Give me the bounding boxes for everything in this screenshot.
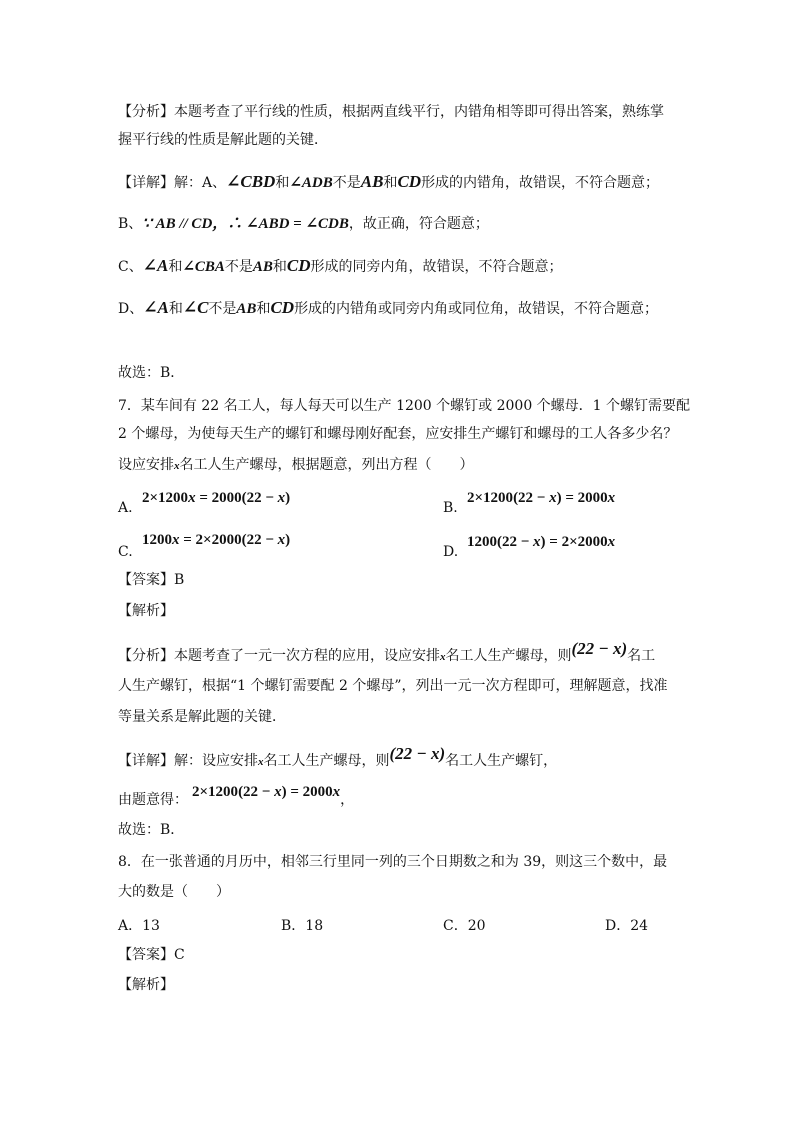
option-label: C、: [118, 259, 143, 275]
text-and: 和: [272, 259, 287, 275]
q7-option-b-label: B.: [443, 500, 458, 516]
detail-option-b: [118, 214, 489, 234]
math-22-minus-x: (22 − x): [571, 639, 628, 658]
text: 名工人生产螺母，根据题意，列出方程（ ）: [179, 457, 474, 473]
option-label: D、: [118, 301, 144, 317]
text: 【详解】解：设应安排: [118, 753, 258, 769]
q7-option-b-equation: 2×1200(22 − x) = 2000x: [467, 490, 616, 506]
text: ，: [340, 792, 355, 808]
detail-option-a: [118, 172, 659, 193]
math-x: x: [440, 651, 446, 663]
text-and: 和: [383, 175, 398, 191]
math-angle-cbd: ∠CBD: [226, 172, 276, 191]
text-and: 和: [168, 301, 183, 317]
math-angle-a: ∠A: [143, 298, 169, 317]
q7-option-d-label: D.: [443, 544, 459, 560]
math-parallel-statement: ∵ AB // CD，∴ ∠ABD = ∠CDB: [142, 216, 349, 232]
q7-analysis-line-1: [118, 639, 656, 667]
math-ab: AB: [252, 259, 273, 275]
q7-detail-line: [118, 744, 558, 772]
q7-option-a-label: A.: [118, 500, 133, 516]
q8-option-b: B．18: [281, 918, 324, 934]
math-x: x: [174, 460, 180, 472]
text: 设应安排: [118, 457, 174, 473]
q7-choose: 故选：B．: [118, 822, 185, 838]
q7-answer: 【答案】B: [118, 572, 185, 588]
math-equation: 2×1200(22 − x) = 2000x: [192, 784, 341, 800]
text: 【分析】本题考查了一元一次方程的应用，设应安排: [118, 648, 440, 664]
q7-option-a-equation: 2×1200x = 2000(22 − x): [142, 490, 291, 506]
text-and: 和: [168, 259, 183, 275]
q7-jiexi-heading: 【解析】: [118, 603, 174, 619]
math-angle-c: ∠C: [182, 298, 209, 317]
q8-stem-line-1: 8．在一张普通的月历中，相邻三行里同一列的三个日期数之和为 39，则这三个数中，最: [118, 854, 668, 870]
q7-analysis-line-2: 人生产螺钉，根据“1 个螺钉需要配 2 个螺母”，列出一元一次方程即可，理解题意，找准: [118, 678, 668, 694]
math-cd: CD: [286, 256, 311, 275]
math-x: x: [258, 756, 264, 768]
text-and: 和: [256, 301, 271, 317]
text: 由题意得：: [118, 792, 188, 808]
q7-stem-line-2: 2 个螺母，为使每天生产的螺钉和螺母刚好配套，应安排生产螺钉和螺母的工人各多少名？: [118, 426, 678, 442]
analysis-line-2: 握平行线的性质是解此题的关键．: [118, 132, 328, 148]
q8-stem-line-2: 大的数是（ ）: [118, 884, 230, 900]
text-not: 不是: [208, 301, 237, 317]
q8-option-c: C．20: [443, 918, 486, 934]
q8-answer: 【答案】C: [118, 947, 185, 963]
option-label: B、: [118, 216, 143, 232]
text-tail: 形成的内错角，故错误，不符合题意；: [421, 175, 660, 191]
q7-option-c-label: C.: [118, 544, 133, 560]
analysis-line-1: 【分析】本题考查了平行线的性质，根据两直线平行，内错角相等即可得出答案，熟练掌: [118, 104, 664, 120]
q8-jiexi-heading: 【解析】: [118, 977, 174, 993]
q8-option-d: D．24: [605, 918, 649, 934]
text: 名工人生产螺母，则: [263, 753, 390, 769]
text-tail: 形成的同旁内角，故错误，不符合题意；: [310, 259, 563, 275]
q8-option-a: A．13: [118, 918, 160, 934]
math-cd: CD: [397, 172, 422, 191]
text-not: 不是: [224, 259, 253, 275]
detail-label: 【详解】解：A、: [118, 175, 227, 191]
q7-by-meaning-line: [118, 784, 355, 810]
detail-option-c: [118, 256, 563, 277]
q7-option-c-equation: 1200x = 2×2000(22 − x): [142, 532, 291, 548]
math-ab: AB: [236, 301, 257, 317]
q7-stem-line-3: [118, 455, 474, 476]
text-tail: ，故正确，符合题意；: [348, 216, 489, 232]
text-and: 和: [275, 175, 290, 191]
math-angle-a: ∠A: [142, 256, 169, 275]
math-ab: AB: [360, 172, 384, 191]
math-angle-adb: ∠ADB: [289, 175, 333, 191]
math-angle-cba: ∠CBA: [182, 259, 225, 275]
math-22-minus-x: (22 − x): [389, 744, 446, 763]
choose-answer: 故选：B．: [118, 365, 185, 381]
text: 名工人生产螺钉，: [445, 753, 558, 769]
q7-stem-line-1: 7．某车间有 22 名工人，每人每天可以生产 1200 个螺钉或 2000 个螺母．1 个螺钉需要配: [118, 398, 691, 414]
text-not: 不是: [332, 175, 361, 191]
text: 名工人生产螺母，则: [445, 648, 572, 664]
q7-option-d-equation: 1200(22 − x) = 2×2000x: [467, 534, 616, 550]
q7-analysis-line-3: 等量关系是解此题的关键．: [118, 709, 286, 725]
detail-option-d: [118, 298, 658, 319]
math-cd: CD: [270, 298, 295, 317]
text: 名工: [627, 648, 656, 664]
text-tail: 形成的内错角或同旁内角或同位角，故错误，不符合题意；: [294, 301, 659, 317]
